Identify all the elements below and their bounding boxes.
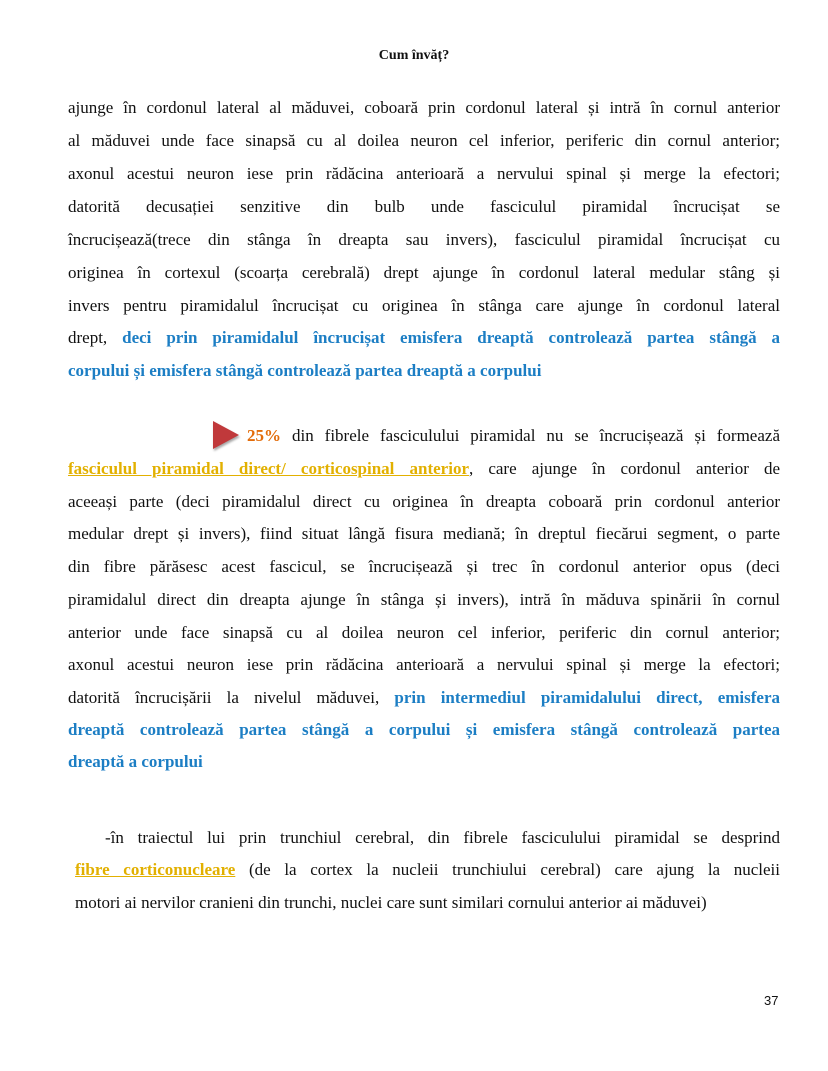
text-segment: încrucișează(trece din stânga în dreapta sau invers), fasciculul piramidal încrucișat cu xyxy=(68,230,780,249)
text-line xyxy=(75,859,780,881)
text-line xyxy=(68,130,780,152)
arrow-bullet-icon xyxy=(213,421,239,449)
emphasis-text: corpului și emisfera stângă controlează partea dreaptă a corpului xyxy=(68,361,542,380)
text-line xyxy=(68,687,780,709)
text-line xyxy=(68,163,780,185)
emphasis-text: deci prin piramidalul încrucișat emisfera dreaptă controlează partea stângă a xyxy=(122,328,781,347)
text-line xyxy=(68,458,780,480)
page-number: 37 xyxy=(764,993,779,1008)
emphasis-text: dreaptă a corpului xyxy=(68,752,203,771)
text-line xyxy=(68,491,780,513)
text-segment: motori ai nervilor cranieni din trunchi, nuclei care sunt similari cornului anterior ai măduvei) xyxy=(75,893,707,912)
text-segment: axonul acestui neuron iese prin rădăcina anterioară a nervului spinal și merge la efectori; xyxy=(68,655,780,674)
text-segment: piramidalul direct din dreapta ajunge în stânga și invers), intră în măduva spinării în cornul xyxy=(68,590,780,609)
text-line xyxy=(68,229,780,251)
text-segment: originea în cortexul (scoarța cerebrală) drept ajunge în cordonul lateral medular stâng și xyxy=(68,263,780,282)
emphasis-text: prin intermediul piramidalului direct, emisfera xyxy=(394,688,780,707)
page-header: Cum învăț? xyxy=(378,48,450,63)
text-line xyxy=(68,589,780,611)
text-line xyxy=(68,295,780,317)
emphasis-text: dreaptă controlează partea stângă a corpului și emisfera stângă controlează partea xyxy=(68,720,780,739)
text-segment: aceeași parte (deci piramidalul direct cu originea în dreapta coboară prin cordonul anterior xyxy=(68,492,780,511)
text-line xyxy=(68,556,780,578)
text-segment: ajunge în cordonul lateral al măduvei, coboară prin cordonul lateral și intră în cornul anterior xyxy=(68,98,780,117)
text-segment: , care ajunge în cordonul anterior de xyxy=(468,459,780,478)
text-line xyxy=(68,719,780,741)
text-line xyxy=(105,827,780,849)
text-line xyxy=(68,196,780,218)
text-line xyxy=(68,654,780,676)
text-segment: axonul acestui neuron iese prin rădăcina anterioară a nervului spinal și merge la efectori; xyxy=(68,164,780,183)
text-line xyxy=(68,622,780,644)
text-segment: datorită încrucișării la nivelul măduvei, xyxy=(68,688,395,707)
text-segment: -în traiectul lui prin trunchiul cerebral, din fibrele fasciculului piramidal se desprind xyxy=(105,828,780,847)
text-segment: din fibrele fasciculului piramidal nu se încrucișează și formează xyxy=(281,426,780,445)
text-line xyxy=(68,360,780,382)
text-line xyxy=(68,262,780,284)
text-line xyxy=(75,892,780,914)
text-line xyxy=(68,523,780,545)
text-segment: datorită decusației senzitive din bulb unde fasciculul piramidal încrucișat se xyxy=(68,197,780,216)
text-line xyxy=(68,327,780,349)
text-segment: medular drept și invers), fiind situat lângă fisura mediană; în dreptul fiecărui segment, o parte xyxy=(68,524,780,543)
text-segment: din fibre părăsesc acest fascicul, se încrucișează și trec în cordonul anterior opus (deci xyxy=(68,557,780,576)
highlighted-term: fasciculul piramidal direct/ corticospinal anterior xyxy=(68,459,469,478)
text-line xyxy=(68,97,780,119)
highlighted-term: fibre corticonucleare xyxy=(75,860,236,879)
text-line xyxy=(68,751,780,773)
text-segment: al măduvei unde face sinapsă cu al doilea neuron cel inferior, periferic din cornul anterior; xyxy=(68,131,780,150)
percent-highlight: 25% xyxy=(247,426,281,445)
text-segment: invers pentru piramidalul încrucișat cu originea în stânga care ajunge în cordonul lateral xyxy=(68,296,780,315)
text-segment: anterior unde face sinapsă cu al doilea neuron cel inferior, periferic din cornul anterior; xyxy=(68,623,780,642)
text-segment: (de la cortex la nucleii trunchiului cerebral) care ajung la nucleii xyxy=(235,860,781,879)
text-line xyxy=(247,425,780,447)
text-segment: drept, xyxy=(68,328,123,347)
